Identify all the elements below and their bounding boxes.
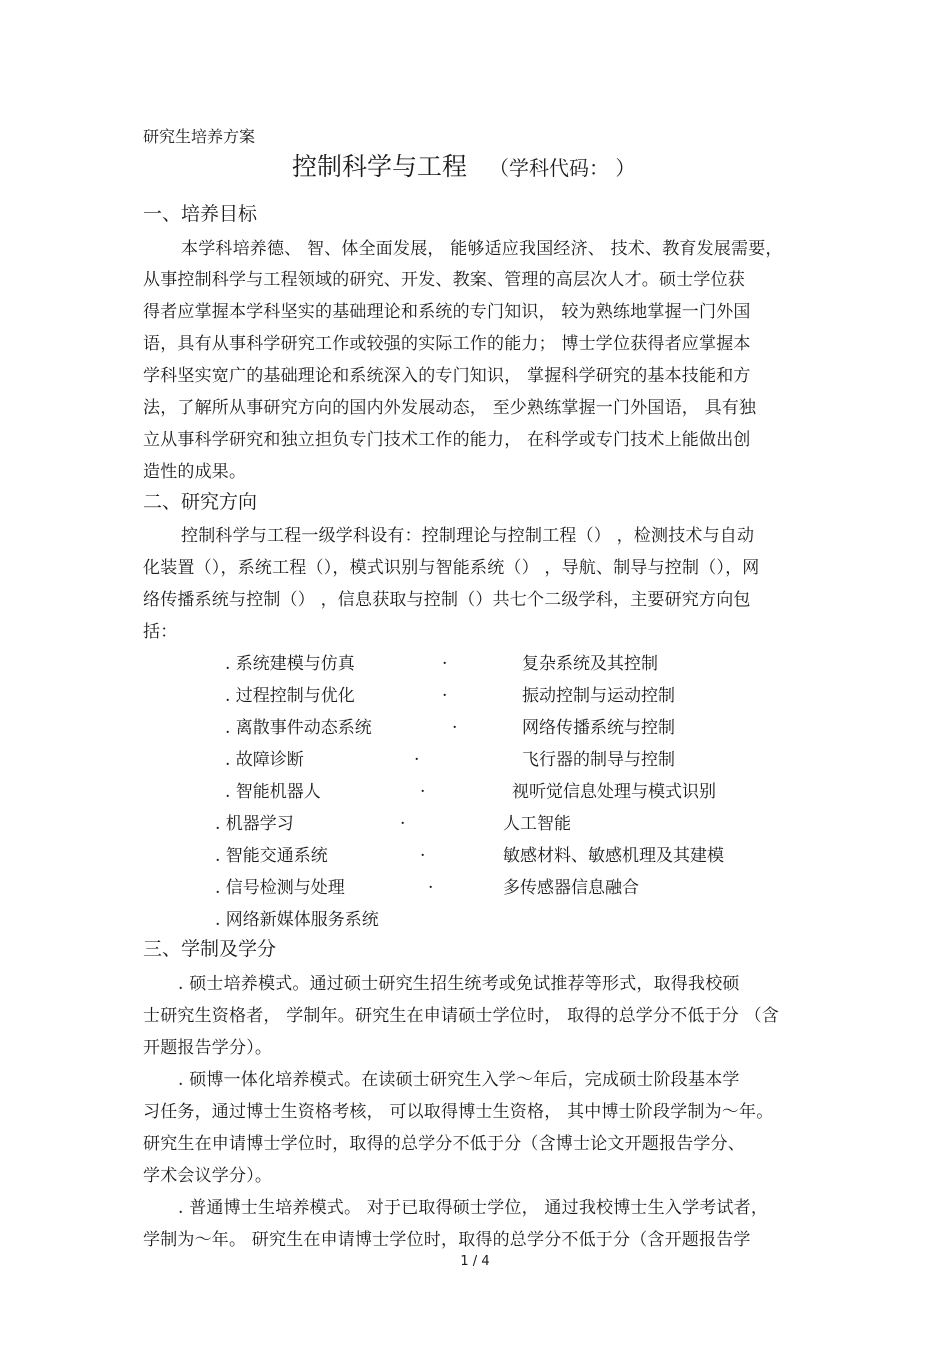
paragraph-line: 习任务，通过博士生资格考核， 可以取得博士生资格， 其中博士阶段学制为～年。	[143, 1102, 774, 1122]
section-heading-goals: 一、培养目标	[143, 203, 258, 225]
list-dot: .	[420, 777, 426, 797]
list-dot: .	[400, 809, 406, 829]
paragraph-line: 学制为～年。 研究生在申请博士学位时，取得的总学分不低于分（含开题报告学	[143, 1230, 751, 1250]
paragraph-line: 语，具有从事科学研究工作或较强的实际工作的能力； 博士学位获得者应掌握本	[143, 334, 751, 354]
list-item: . 信号检测与处理	[215, 878, 345, 898]
list-dot: .	[414, 745, 420, 765]
list-item: 飞行器的制导与控制	[522, 750, 675, 770]
paragraph-line: 控制科学与工程一级学科设有：控制理论与控制工程（） ，检测技术与自动	[181, 526, 755, 546]
paragraph-line: 括：	[143, 622, 178, 642]
list-dot: .	[442, 681, 448, 701]
section-heading-duration-credits: 三、学制及学分	[143, 938, 277, 960]
paragraph-line: . 硕士培养模式。通过硕士研究生招生统考或免试推荐等形式，取得我校硕	[178, 974, 740, 994]
list-item: . 故障诊断	[225, 750, 304, 770]
list-dot: .	[428, 873, 434, 893]
list-item: . 网络新媒体服务系统	[215, 910, 379, 930]
list-item: 复杂系统及其控制	[522, 654, 658, 674]
paragraph-line: 学科坚实宽广的基础理论和系统深入的专门知识， 掌握科学研究的基本技能和方	[143, 366, 751, 386]
list-item: . 离散事件动态系统	[225, 718, 372, 738]
list-item: . 机器学习	[215, 814, 294, 834]
paragraph-line: 得者应掌握本学科坚实的基础理论和系统的专门知识， 较为熟练地掌握一门外国	[143, 302, 751, 322]
document-label: 研究生培养方案	[143, 127, 256, 146]
list-item: . 智能交通系统	[215, 846, 328, 866]
list-item: . 过程控制与优化	[225, 686, 355, 706]
list-item: . 系统建模与仿真	[225, 654, 355, 674]
paragraph-line: 本学科培养德、 智、体全面发展， 能够适应我国经济、 技术、教育发展需要，	[181, 239, 783, 259]
list-dot: .	[452, 713, 458, 733]
list-item: 振动控制与运动控制	[522, 686, 675, 706]
list-item: 人工智能	[503, 814, 571, 834]
paragraph-line: 法，了解所从事研究方向的国内外发展动态， 至少熟练掌握一门外国语， 具有独	[143, 398, 757, 418]
list-item: 多传感器信息融合	[503, 878, 639, 898]
list-dot: .	[442, 649, 448, 669]
paragraph-line: 化装置（），系统工程（），模式识别与智能系统（） ，导航、制导与控制（），网	[143, 558, 760, 578]
page-title	[292, 147, 635, 183]
list-item: . 智能机器人	[225, 782, 321, 802]
list-item: 网络传播系统与控制	[522, 718, 675, 738]
paragraph-line: 立从事科学研究和独立担负专门技术工作的能力， 在科学或专门技术上能做出创	[143, 430, 751, 450]
paragraph-line: 士研究生资格者， 学制年。研究生在申请硕士学位时， 取得的总学分不低于分 （含	[143, 1006, 780, 1026]
paragraph-line: 学术会议学分）。	[143, 1166, 273, 1186]
title-code: （学科代码： ）	[489, 156, 636, 180]
paragraph-line: . 普通博士生培养模式。 对于已取得硕士学位， 通过我校博士生入学考试者，	[178, 1198, 769, 1218]
list-dot: .	[420, 841, 426, 861]
paragraph-line: 络传播系统与控制（） ，信息获取与控制（）共七个二级学科，主要研究方向包	[143, 590, 751, 610]
paragraph-line: 研究生在申请博士学位时，取得的总学分不低于分（含博士论文开题报告学分、	[143, 1134, 745, 1154]
title-text: 控制科学与工程	[292, 152, 468, 181]
paragraph-line: 造性的成果。	[143, 462, 247, 482]
paragraph-line: 从事控制科学与工程领域的研究、开发、教案、管理的高层次人才。硕士学位获	[143, 270, 745, 290]
paragraph-line: 开题报告学分）。	[143, 1038, 273, 1058]
section-heading-directions: 二、研究方向	[143, 491, 258, 513]
list-item: 视听觉信息处理与模式识别	[512, 782, 716, 802]
paragraph-line: . 硕博一体化培养模式。在读硕士研究生入学～年后，完成硕士阶段基本学	[178, 1070, 740, 1090]
list-item: 敏感材料、敏感机理及其建模	[503, 846, 724, 866]
page-number: 1 / 4	[460, 1254, 490, 1269]
